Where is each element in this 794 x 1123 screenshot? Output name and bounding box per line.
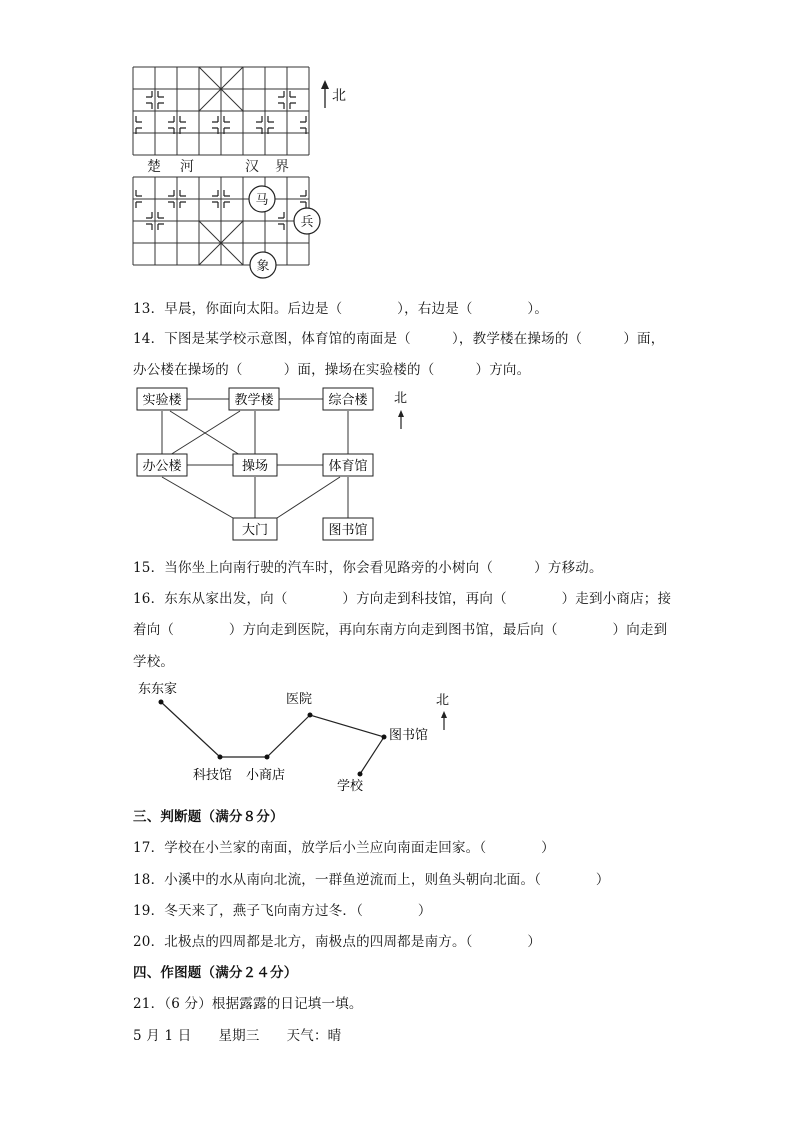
svg-text:北: 北 bbox=[332, 88, 346, 104]
node-complex bbox=[323, 388, 373, 410]
piece-xiang bbox=[250, 252, 276, 278]
chess-board-figure bbox=[125, 60, 365, 280]
svg-text:实验楼: 实验楼 bbox=[142, 393, 182, 408]
route-path bbox=[161, 702, 384, 774]
node-library bbox=[323, 518, 373, 540]
label-school: 学校 bbox=[337, 779, 364, 794]
river-han: 汉 bbox=[245, 159, 259, 175]
node-office bbox=[137, 454, 187, 476]
question-18: 18．小溪中的水从南向北流，一群鱼逆流而上，则鱼头朝向北面。（ ） bbox=[133, 872, 610, 888]
diary-header bbox=[133, 1024, 341, 1044]
label-home: 东东家 bbox=[138, 682, 178, 697]
svg-text:教学楼: 教学楼 bbox=[234, 393, 274, 408]
svg-text:北: 北 bbox=[394, 391, 408, 406]
school-map-north-arrow bbox=[394, 391, 407, 429]
question-16-line1: 16．东东从家出发，向（ ）方向走到科技馆，再向（ ）走到小商店；接 bbox=[133, 591, 672, 607]
question-14-line1: 14．下图是某学校示意图，体育馆的南面是（ ），教学楼在操场的（ ）面， bbox=[133, 331, 665, 347]
section-4-heading: 四、作图题（满分２４分） bbox=[133, 965, 298, 981]
node-gate bbox=[233, 518, 277, 540]
section-3-heading: 三、判断题（满分８分） bbox=[133, 809, 284, 825]
label-library: 图书馆 bbox=[389, 728, 429, 743]
question-13: 13．早晨，你面向太阳。后边是（ ），右边是（ ）。 bbox=[133, 301, 549, 317]
question-16-line2: 着向（ ）方向走到医院，再向东南方向走到图书馆，最后向（ ）向走到 bbox=[133, 622, 668, 638]
route-map-north-arrow bbox=[436, 693, 449, 730]
svg-text:办公楼: 办公楼 bbox=[142, 459, 182, 474]
label-science: 科技馆 bbox=[193, 768, 233, 783]
svg-text:综合楼: 综合楼 bbox=[328, 393, 368, 408]
svg-text:北: 北 bbox=[436, 693, 450, 708]
diary-weekday: 星期三 bbox=[218, 1028, 260, 1044]
river-jie: 界 bbox=[275, 159, 289, 175]
question-16-line3: 学校。 bbox=[133, 654, 175, 670]
node-gym bbox=[323, 454, 373, 476]
school-map-figure bbox=[130, 383, 430, 545]
label-shop: 小商店 bbox=[246, 768, 286, 783]
svg-text:图书馆: 图书馆 bbox=[328, 523, 368, 538]
question-20: 20．北极点的四周都是北方，南极点的四周都是南方。（ ） bbox=[133, 934, 542, 950]
label-hospital: 医院 bbox=[286, 692, 313, 707]
node-lab bbox=[137, 388, 187, 410]
question-21: 21．（6 分）根据露露的日记填一填。 bbox=[133, 996, 363, 1012]
question-17: 17．学校在小兰家的南面，放学后小兰应向南面走回家。（ ） bbox=[133, 840, 555, 856]
piece-bing bbox=[294, 208, 320, 234]
river-chu: 楚 bbox=[147, 159, 161, 175]
piece-ma bbox=[249, 186, 275, 212]
node-playground bbox=[233, 454, 277, 476]
question-14-line2: 办公楼在操场的（ ）面，操场在实验楼的（ ）方向。 bbox=[133, 362, 531, 378]
question-15: 15．当你坐上向南行驶的汽车时，你会看见路旁的小树向（ ）方移动。 bbox=[133, 560, 603, 576]
svg-text:体育馆: 体育馆 bbox=[328, 459, 368, 474]
diary-date: 5 月 1 日 bbox=[133, 1028, 192, 1044]
svg-text:操场: 操场 bbox=[241, 459, 269, 474]
route-map-figure bbox=[130, 678, 470, 796]
chess-north-arrow bbox=[321, 80, 346, 108]
node-teaching bbox=[229, 388, 279, 410]
question-19: 19．冬天来了，燕子飞向南方过冬．（ ） bbox=[133, 903, 432, 919]
diary-weather: 天气：晴 bbox=[286, 1028, 342, 1044]
svg-text:象: 象 bbox=[256, 259, 270, 274]
svg-text:兵: 兵 bbox=[300, 215, 314, 230]
svg-text:大门: 大门 bbox=[241, 523, 269, 538]
route-points bbox=[159, 700, 387, 777]
svg-text:马: 马 bbox=[255, 193, 269, 208]
river-he: 河 bbox=[180, 159, 194, 175]
